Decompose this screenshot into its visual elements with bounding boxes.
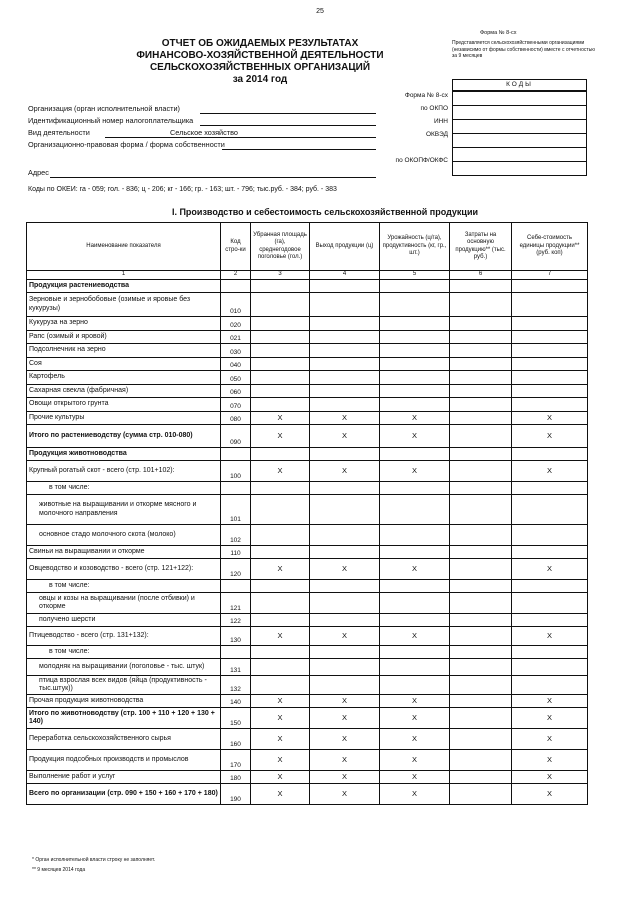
row-code: 080 [221,412,251,425]
code-label-form: Форма № 8-сх [404,92,448,99]
row-label: Рапс (озимый и яровой) [27,331,221,344]
row-code: 060 [221,385,251,398]
code-cell-okopf[interactable] [453,162,586,175]
address-field[interactable] [50,177,376,178]
value-cell-c3: X [251,461,310,482]
row-code: 101 [221,495,251,525]
value-cell-c7: X [512,627,588,646]
code-label-okved: ОКВЭД [425,131,448,138]
value-cell-c6[interactable] [450,482,512,495]
codes-header: КОДЫ [452,79,587,91]
value-cell-c6[interactable] [450,593,512,614]
value-cell-c7[interactable] [512,358,588,371]
value-cell-c7: X [512,729,588,750]
activity-field[interactable] [105,137,376,138]
value-cell-c7: X [512,425,588,448]
value-cell-c5: X [380,412,450,425]
col-header-unit-cost: Себе-стоимость единицы продукции** (руб. коп) [512,223,588,271]
row-label: Выполнение работ и услуг [27,771,221,784]
inn-field[interactable] [200,125,376,126]
value-cell-c5[interactable] [380,525,450,546]
value-cell-c6[interactable] [450,695,512,708]
value-cell-c6[interactable] [450,627,512,646]
value-cell-c4[interactable] [310,659,380,676]
value-cell-c4[interactable] [310,482,380,495]
value-cell-c5: X [380,461,450,482]
value-cell-c3[interactable] [251,293,310,317]
value-cell-c3[interactable] [251,659,310,676]
row-label: Переработка сельскохозяйственного сырья [27,729,221,750]
row-code: 100 [221,461,251,482]
code-label-okopf: по ОКОПФ/ОКФС [395,157,448,164]
value-cell-c5: X [380,627,450,646]
value-cell-c5[interactable] [380,371,450,385]
value-cell-c7[interactable] [512,385,588,398]
row-label: в том числе: [27,580,221,593]
page-number: 25 [316,8,324,15]
row-label: получено шерсти [27,614,221,627]
value-cell-c4[interactable] [310,293,380,317]
value-cell-c5[interactable] [380,317,450,331]
row-code: 131 [221,659,251,676]
value-cell-c6[interactable] [450,614,512,627]
col-number: 6 [450,271,512,280]
table-row [27,482,588,495]
title-line-4: за 2014 год [232,74,288,85]
row-code: 121 [221,593,251,614]
value-cell-c4[interactable] [310,331,380,344]
value-cell-c5[interactable] [380,659,450,676]
value-cell-c5[interactable] [380,331,450,344]
value-cell-c3[interactable] [251,646,310,659]
code-cell-okpo[interactable] [453,106,586,120]
value-cell-c5[interactable] [380,580,450,593]
table-row [27,525,588,546]
production-table [26,222,588,805]
row-label: Овощи открытого грунта [27,398,221,412]
col-number: 4 [310,271,380,280]
table-row [27,448,588,461]
col-header-yield: Урожайность (ц/га), продуктивность (кг, гр., шт.) [380,223,450,271]
value-cell-c5: X [380,750,450,771]
value-cell-c5: X [380,708,450,729]
value-cell-c6[interactable] [450,495,512,525]
value-cell-c3: X [251,695,310,708]
value-cell-c4[interactable] [310,546,380,559]
table-row [27,580,588,593]
value-cell-c5[interactable] [380,646,450,659]
value-cell-c7[interactable] [512,371,588,385]
table-row [27,659,588,676]
value-cell-c4[interactable] [310,580,380,593]
value-cell-c5[interactable] [380,495,450,525]
row-label: Продукция растениеводства [27,280,221,293]
value-cell-c4: X [310,750,380,771]
row-label: Свиньи на выращивании и откорме [27,546,221,559]
row-code: 020 [221,317,251,331]
table-row [27,398,588,412]
value-cell-c6[interactable] [450,546,512,559]
value-cell-c5[interactable] [380,546,450,559]
value-cell-c7[interactable] [512,482,588,495]
value-cell-c4: X [310,729,380,750]
value-cell-c4[interactable] [310,371,380,385]
footnote-1: * Орган исполнительной власти строку не заполняет. [32,857,156,863]
value-cell-c7[interactable] [512,525,588,546]
value-cell-c3[interactable] [251,593,310,614]
value-cell-c6[interactable] [450,293,512,317]
value-cell-c7[interactable] [512,676,588,695]
value-cell-c3: X [251,729,310,750]
value-cell-c3[interactable] [251,344,310,358]
org-field[interactable] [200,113,376,114]
row-label: Птицеводство - всего (стр. 131+132): [27,627,221,646]
value-cell-c3[interactable] [251,614,310,627]
form-label: Форма № 8-сх [480,30,517,36]
col-number: 5 [380,271,450,280]
value-cell-c7[interactable] [512,317,588,331]
col-number: 3 [251,271,310,280]
inn-label: Идентификационный номер налогоплательщика [28,116,194,125]
value-cell-c6[interactable] [450,344,512,358]
col-header-output: Выход продукции (ц) [310,223,380,271]
table-row [27,344,588,358]
title-line-2: ФИНАНСОВО-ХОЗЯЙСТВЕННОЙ ДЕЯТЕЛЬНОСТИ [136,50,384,61]
value-cell-c3[interactable] [251,482,310,495]
activity-value: Сельское хозяйство [170,128,238,137]
col-number: 7 [512,271,588,280]
value-cell-c6[interactable] [450,280,512,293]
value-cell-c5[interactable] [380,358,450,371]
value-cell-c4[interactable] [310,358,380,371]
value-cell-c4[interactable] [310,646,380,659]
value-cell-c6[interactable] [450,525,512,546]
row-label: в том числе: [27,482,221,495]
value-cell-c6[interactable] [450,646,512,659]
code-label-inn: ИНН [433,118,448,125]
table-row [27,495,588,525]
value-cell-c4: X [310,412,380,425]
row-label: Кукуруза на зерно [27,317,221,331]
value-cell-c5[interactable] [380,293,450,317]
row-code: 130 [221,627,251,646]
value-cell-c7: X [512,412,588,425]
row-code: 030 [221,344,251,358]
value-cell-c6[interactable] [450,676,512,695]
value-cell-c5: X [380,559,450,580]
value-cell-c6[interactable] [450,398,512,412]
row-label: Итого по животноводству (стр. 100 + 110 + 120 + 130 + 140) [27,708,221,729]
col-header-area: Убранная площадь (га), среднегодовое поголовье (гол.) [251,223,310,271]
table-row [27,614,588,627]
table-row [27,784,588,805]
value-cell-c6[interactable] [450,729,512,750]
col-number: 1 [27,271,221,280]
row-label: Прочая продукция животноводства [27,695,221,708]
value-cell-c3: X [251,784,310,805]
row-code: 050 [221,371,251,385]
value-cell-c6[interactable] [450,371,512,385]
row-label: Итого по растениеводству (сумма стр. 010-080) [27,425,221,448]
row-label: Продукция подсобных производств и промыслов [27,750,221,771]
table-row [27,646,588,659]
row-code: 140 [221,695,251,708]
row-code [221,580,251,593]
row-code: 102 [221,525,251,546]
value-cell-c4[interactable] [310,385,380,398]
row-label: в том числе: [27,646,221,659]
okei-codes: Коды по ОКЕИ: га - 059; гол. - 836; ц - 206; кг - 166; гр. - 163; шт. - 796; тыс.руб. - 384; руб. - 383 [28,186,337,193]
value-cell-c7: X [512,771,588,784]
value-cell-c6[interactable] [450,331,512,344]
value-cell-c5[interactable] [380,398,450,412]
table-row [27,293,588,317]
code-cell-form[interactable] [453,92,586,106]
value-cell-c4: X [310,708,380,729]
code-label-okpo: по ОКПО [420,105,448,112]
row-code: 040 [221,358,251,371]
value-cell-c5[interactable] [380,448,450,461]
value-cell-c7[interactable] [512,398,588,412]
value-cell-c4[interactable] [310,495,380,525]
value-cell-c6[interactable] [450,580,512,593]
row-label: животные на выращивании и откорме мясного и молочного направления [27,495,221,525]
table-row [27,695,588,708]
value-cell-c7[interactable] [512,614,588,627]
row-code: 170 [221,750,251,771]
row-label: основное стадо молочного скота (молоко) [27,525,221,546]
row-label: Картофель [27,371,221,385]
title-line-1: ОТЧЕТ ОБ ОЖИДАЕМЫХ РЕЗУЛЬТАТАХ [161,38,359,49]
value-cell-c4[interactable] [310,593,380,614]
value-cell-c4: X [310,695,380,708]
value-cell-c6[interactable] [450,708,512,729]
value-cell-c4: X [310,627,380,646]
table-row [27,771,588,784]
row-code: 110 [221,546,251,559]
value-cell-c3[interactable] [251,448,310,461]
row-code: 120 [221,559,251,580]
row-code [221,280,251,293]
value-cell-c4[interactable] [310,398,380,412]
value-cell-c3: X [251,627,310,646]
value-cell-c6[interactable] [450,784,512,805]
value-cell-c5[interactable] [380,385,450,398]
col-header-code: Код стро-ки [221,223,251,271]
title-line-3: СЕЛЬСКОХОЗЯЙСТВЕННЫХ ОРГАНИЗАЦИЙ [149,62,371,73]
value-cell-c7[interactable] [512,580,588,593]
legal-form-field[interactable] [222,149,376,150]
table-row [27,627,588,646]
row-code: 070 [221,398,251,412]
value-cell-c4: X [310,559,380,580]
value-cell-c6[interactable] [450,412,512,425]
value-cell-c5: X [380,425,450,448]
table-row [27,559,588,580]
value-cell-c7: X [512,695,588,708]
value-cell-c3[interactable] [251,546,310,559]
value-cell-c3: X [251,750,310,771]
value-cell-c7[interactable] [512,280,588,293]
value-cell-c6[interactable] [450,385,512,398]
value-cell-c4[interactable] [310,280,380,293]
value-cell-c6[interactable] [450,358,512,371]
table-row [27,371,588,385]
table-row [27,729,588,750]
value-cell-c7[interactable] [512,293,588,317]
row-label: Зерновые и зернобобовые (озимые и яровые без кукурузы) [27,293,221,317]
table-row [27,425,588,448]
table-row [27,317,588,331]
form-note: Представляется сельскохозяйственными организациями (независимо от формы собственности) вместе с отчетностью за 9 месяцев [452,40,595,59]
value-cell-c3[interactable] [251,331,310,344]
row-label: Продукция животноводства [27,448,221,461]
value-cell-c7: X [512,708,588,729]
value-cell-c4[interactable] [310,317,380,331]
value-cell-c5[interactable] [380,614,450,627]
value-cell-c3: X [251,559,310,580]
value-cell-c5[interactable] [380,344,450,358]
value-cell-c5: X [380,784,450,805]
row-label: Всего по организации (стр. 090 + 150 + 160 + 170 + 180) [27,784,221,805]
value-cell-c5[interactable] [380,593,450,614]
report-title [100,38,420,86]
value-cell-c7[interactable] [512,344,588,358]
value-cell-c6[interactable] [450,750,512,771]
code-cell-blank[interactable] [453,148,586,162]
col-header-costs: Затраты на основную продукцию** (тыс. руб.) [450,223,512,271]
value-cell-c3: X [251,771,310,784]
row-code: 180 [221,771,251,784]
row-label: Соя [27,358,221,371]
row-code: 090 [221,425,251,448]
col-header-name: Наименование показателя [27,223,221,271]
value-cell-c3[interactable] [251,676,310,695]
value-cell-c4: X [310,771,380,784]
table-row [27,412,588,425]
value-cell-c3[interactable] [251,580,310,593]
table-row [27,280,588,293]
row-code: 150 [221,708,251,729]
value-cell-c3[interactable] [251,385,310,398]
value-cell-c6[interactable] [450,659,512,676]
value-cell-c4: X [310,425,380,448]
value-cell-c3: X [251,708,310,729]
value-cell-c4[interactable] [310,614,380,627]
value-cell-c6[interactable] [450,317,512,331]
row-code: 021 [221,331,251,344]
value-cell-c5[interactable] [380,676,450,695]
table-row [27,593,588,614]
value-cell-c4: X [310,461,380,482]
row-label: молодняк на выращивании (поголовье - тыс. штук) [27,659,221,676]
value-cell-c5: X [380,729,450,750]
value-cell-c4[interactable] [310,344,380,358]
row-label: Подсолнечник на зерно [27,344,221,358]
row-code [221,482,251,495]
value-cell-c6[interactable] [450,559,512,580]
value-cell-c6[interactable] [450,771,512,784]
value-cell-c3[interactable] [251,525,310,546]
value-cell-c7: X [512,461,588,482]
row-code [221,448,251,461]
table-row [27,546,588,559]
legal-form-label: Организационно-правовая форма / форма собственности [28,140,225,149]
row-code: 132 [221,676,251,695]
row-label: Сахарная свекла (фабричная) [27,385,221,398]
value-cell-c7: X [512,784,588,805]
value-cell-c3[interactable] [251,398,310,412]
row-code [221,646,251,659]
value-cell-c3[interactable] [251,317,310,331]
value-cell-c4[interactable] [310,448,380,461]
codes-box [452,91,587,176]
value-cell-c7[interactable] [512,593,588,614]
col-number: 2 [221,271,251,280]
footnote-2: ** 9 месяцев 2014 года [32,867,86,873]
row-label: Крупный рогатый скот - всего (стр. 101+102): [27,461,221,482]
value-cell-c3[interactable] [251,358,310,371]
value-cell-c6[interactable] [450,425,512,448]
section-title: I. Производство и себестоимость сельскохозяйственной продукции [171,207,479,217]
value-cell-c3[interactable] [251,280,310,293]
value-cell-c4[interactable] [310,525,380,546]
value-cell-c7: X [512,559,588,580]
table-row [27,750,588,771]
row-code: 010 [221,293,251,317]
activity-label: Вид деятельности [28,128,90,137]
value-cell-c5[interactable] [380,482,450,495]
table-row [27,461,588,482]
value-cell-c5: X [380,695,450,708]
value-cell-c3: X [251,412,310,425]
value-cell-c5: X [380,771,450,784]
value-cell-c3[interactable] [251,495,310,525]
value-cell-c3[interactable] [251,371,310,385]
table-row [27,331,588,344]
value-cell-c7[interactable] [512,448,588,461]
value-cell-c5[interactable] [380,280,450,293]
value-cell-c7: X [512,750,588,771]
value-cell-c6[interactable] [450,448,512,461]
address-label: Адрес [28,168,49,177]
value-cell-c6[interactable] [450,461,512,482]
value-cell-c7[interactable] [512,546,588,559]
value-cell-c7[interactable] [512,646,588,659]
row-code: 160 [221,729,251,750]
row-label: Овцеводство и козоводство - всего (стр. 121+122): [27,559,221,580]
value-cell-c4[interactable] [310,676,380,695]
value-cell-c7[interactable] [512,331,588,344]
row-code: 190 [221,784,251,805]
code-cell-inn[interactable] [453,120,586,134]
row-label: птица взрослая всех видов (яйца (продуктивность - тыс.штук)) [27,676,221,695]
value-cell-c7[interactable] [512,659,588,676]
value-cell-c3: X [251,425,310,448]
row-label: Прочие культуры [27,412,221,425]
table-row [27,676,588,695]
org-label: Организация (орган исполнительной власти) [28,104,180,113]
table-row [27,385,588,398]
table-row [27,358,588,371]
row-code: 122 [221,614,251,627]
table-row [27,708,588,729]
value-cell-c7[interactable] [512,495,588,525]
value-cell-c4: X [310,784,380,805]
row-label: овцы и козы на выращивании (после отбивки) и откорме [27,593,221,614]
code-cell-okved[interactable] [453,134,586,148]
